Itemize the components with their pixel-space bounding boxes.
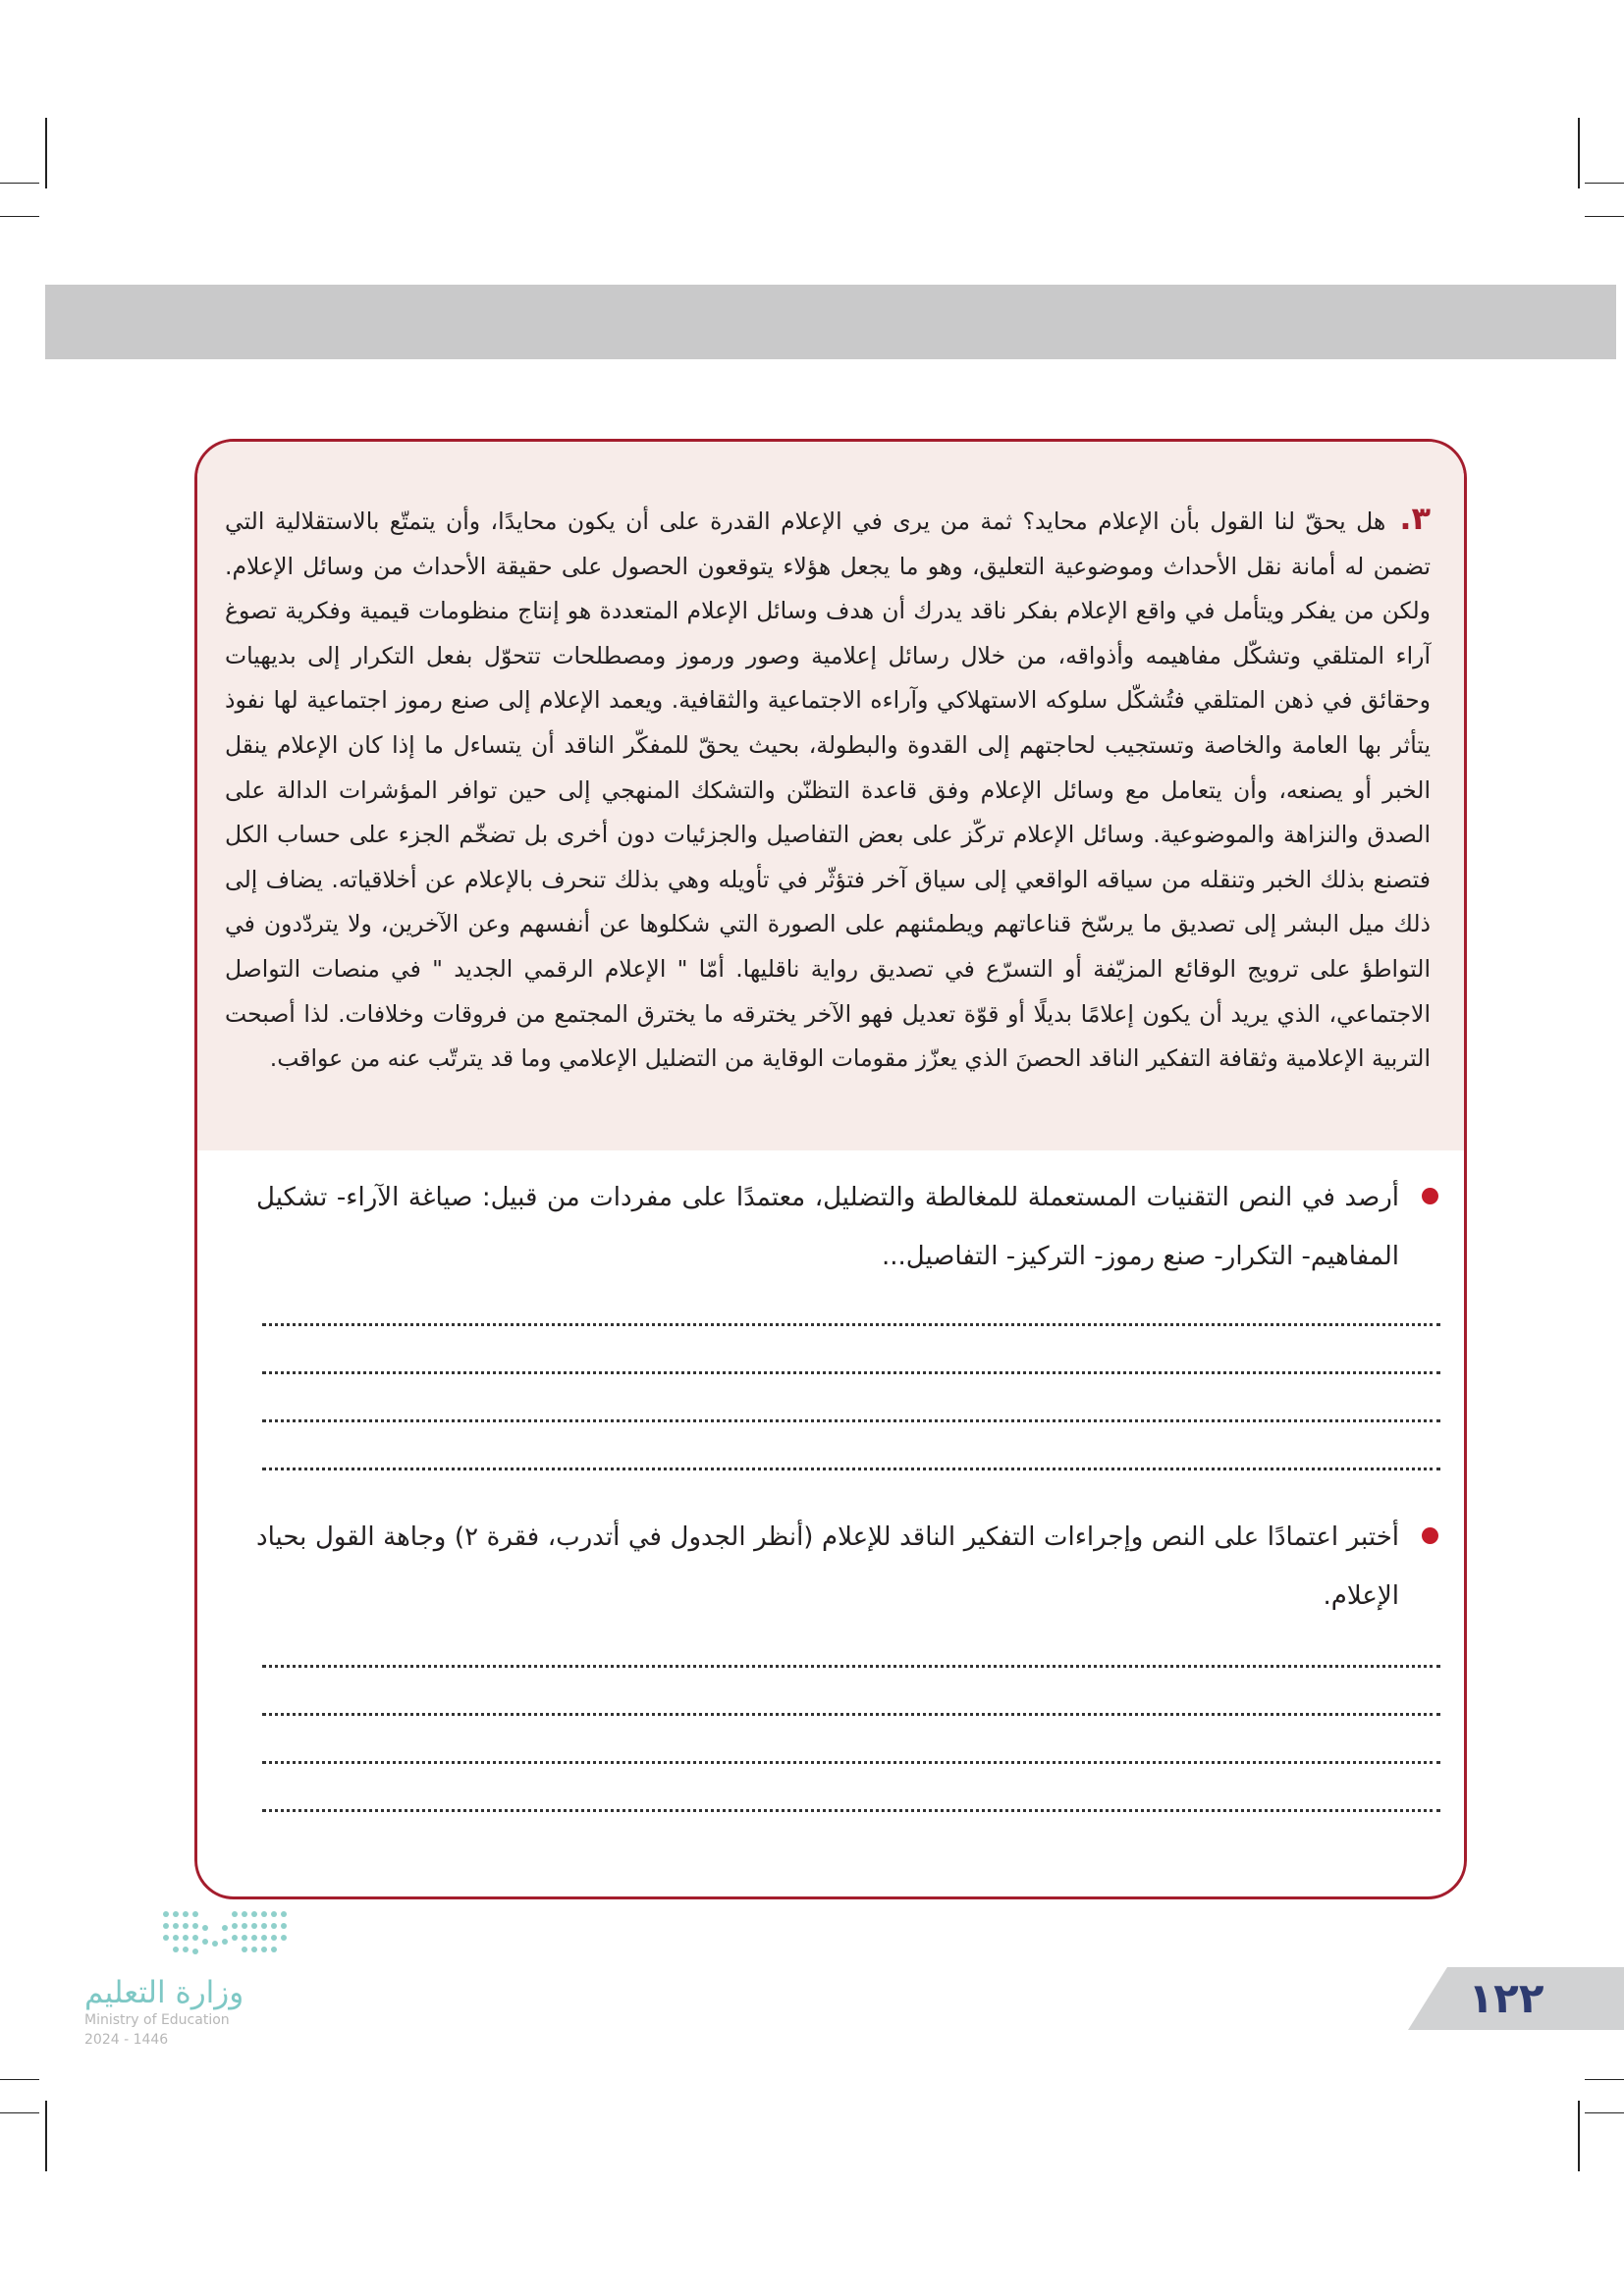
ministry-name-en: Ministry of Education — [84, 2012, 230, 2028]
answer-line[interactable] — [262, 1278, 1440, 1326]
answer-line[interactable] — [262, 1374, 1440, 1422]
crop-mark — [1578, 2101, 1580, 2171]
answer-line[interactable] — [262, 1422, 1440, 1470]
crop-mark — [0, 2079, 39, 2080]
crop-mark — [45, 2101, 47, 2171]
ministry-name-ar: وزارة التعليم — [84, 1975, 244, 2010]
answer-lines-1 — [197, 1278, 1440, 1470]
task-2-text: أختبر اعتمادًا على النص وإجراءات التفكير الناقد للإعلام (أنظر الجدول في أتدرب، فقرة ٢) وجاهة القول بحياد الإعلام. — [256, 1522, 1399, 1611]
answer-line[interactable] — [262, 1668, 1440, 1716]
crop-mark — [1585, 183, 1624, 184]
exercise-frame — [194, 439, 1467, 1899]
passage — [225, 497, 1431, 1082]
answer-line[interactable] — [262, 1620, 1440, 1668]
crop-mark — [1585, 2079, 1624, 2080]
question-number: ٣. — [1399, 500, 1431, 537]
answer-lines-2 — [197, 1620, 1440, 1812]
bullet-icon — [1422, 1188, 1438, 1204]
crop-mark — [0, 183, 39, 184]
crop-mark — [0, 216, 39, 217]
task-2 — [256, 1508, 1399, 1626]
task-1-text: أرصد في النص التقنيات المستعملة للمغالطة والتضليل، معتمدًا على مفردات من قبيل: صياغة الآراء- تشكيل المفاهيم- التكرار- صنع رموز- التركيز- التفاصيل... — [256, 1183, 1399, 1271]
passage-box — [197, 442, 1464, 1150]
crop-mark — [1585, 216, 1624, 217]
passage-text: هل يحقّ لنا القول بأن الإعلام محايد؟ ثمة من يرى في الإعلام القدرة على أن يكون محايدًا، وأن يتمتّع بالاستقلالية التي تضمن له أمانة نقل الأحداث وموضوعية التعليق، وهو ما يجعل هؤلاء يتوقعون الحصول على حقيقة الأحداث من وسائل الإعلام. ولكن من يفكر ويتأمل في واقع الإعلام بفكر ناقد يدرك أن هدف وسائل الإعلام المتعددة هو إنتاج منظومات قيمية وفكرية تصوغ آراء المتلقي وتشكّل مفاهيمه وأذواقه، من خلال رسائل إعلامية وصور ورموز ومصطلحات تتحوّل بفعل التكرار إلى بديهيات وحقائق في ذهن المتلقي فتُشكّل سلوكه الاستهلاكي وآراءه الاجتماعية والثقافية. ويعمد الإعلام إلى صنع رموز اجتماعية لها نفوذ يتأثر بها العامة والخاصة وتستجيب لحاجتهم إلى القدوة والبطولة، بحيث يحقّ للمفكّر الناقد أن يتساءل ما إذا كان الإعلام ينقل الخبر أو يصنعه، وأن يتعامل مع وسائل الإعلام وفق قاعدة التظنّن والتشكك المنهجي إلى حين توافر المؤشرات الدالة على الصدق والنزاهة والموضوعية. وسائل الإعلام تركّز على بعض التفاصيل والجزئيات دون أخرى بل تضخّم الجزء على حساب الكل فتصنع بذلك الخبر وتنقله من سياقه الواقعي إلى سياق آخر فتؤثّر في تأويله وهي بذلك تنحرف بالإعلام عن أخلاقياته. يضاف إلى ذلك ميل البشر إلى تصديق ما يرسّخ قناعاتهم ويطمئنهم على الصورة التي شكلوها عن أنفسهم وعن الآخرين، ولا يتردّدون في التواطؤ على ترويج الوقائع المزيّفة أو التسرّع في تصديق رواية ناقليها. أمّا " الإعلام الرقمي الجديد " في منصات التواصل الاجتماعي، الذي يريد أن يكون إعلامًا بديلًا أو قوّة تعديل فهو الآخر يخترقه ما يخترق المجتمع من فروقات وخلافات. لذا أصبحت التربية الإعلامية وثقافة التفكير الناقد الحصنَ الذي يعزّز مقومات الوقاية من التضليل الإعلامي وما قد يترتّب عنه من عواقب. — [225, 507, 1431, 1073]
bullet-icon — [1422, 1527, 1438, 1544]
crop-mark — [1578, 118, 1580, 188]
header-band — [45, 285, 1616, 359]
task-1 — [256, 1168, 1399, 1286]
answer-line[interactable] — [262, 1764, 1440, 1812]
answer-line[interactable] — [262, 1326, 1440, 1374]
page-number: ١٢٢ — [1468, 1974, 1544, 2022]
crop-mark — [45, 118, 47, 188]
edition-year: 2024 - 1446 — [84, 2032, 169, 2048]
crop-mark — [0, 2112, 39, 2113]
crop-mark — [1585, 2112, 1624, 2113]
answer-line[interactable] — [262, 1716, 1440, 1764]
